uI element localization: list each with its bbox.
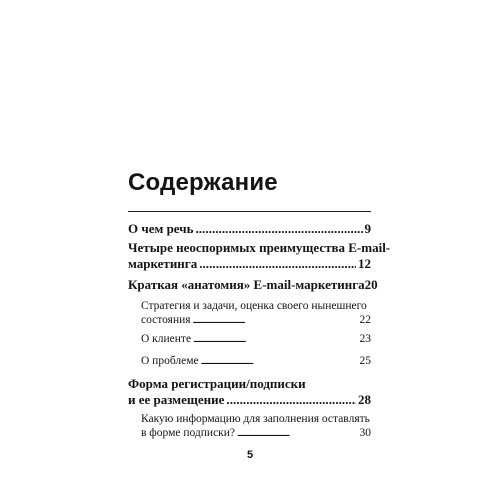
dot-leader (195, 221, 362, 237)
toc-subentry-title: Стратегия и задачи, оценка своего нынешнего (141, 300, 367, 312)
toc-subentry-title-continued: в форме подписки? (141, 427, 236, 439)
toc-subentry-page: 22 (359, 314, 371, 326)
toc-subentry-title: Какую информацию для заполнения оставлять (141, 413, 370, 425)
toc-entry-page: 9 (364, 221, 371, 236)
toc-entry (128, 221, 371, 237)
toc-entry (128, 376, 371, 408)
toc-subentry-page: 23 (359, 333, 371, 345)
toc-entry-title: Форма регистрации/подписки (128, 376, 306, 391)
page-number: 5 (246, 449, 254, 461)
dot-leader (193, 313, 358, 327)
toc-entry-title-continued: и ее размещение (128, 392, 225, 407)
dot-leader (226, 392, 356, 408)
toc-subentry (141, 354, 371, 368)
toc-entry-title: Краткая «анатомия» E-mail-маркетинга (128, 277, 365, 292)
toc-subentry (141, 332, 371, 346)
toc-entry-title-continued: маркетинга (128, 256, 198, 271)
toc-entry (128, 277, 378, 293)
dot-leader (237, 426, 357, 440)
dot-leader (201, 354, 358, 368)
title-rule (128, 211, 371, 212)
page-title: Содержание (128, 169, 278, 196)
toc-entry (128, 240, 391, 272)
toc-subentry-page: 30 (359, 427, 371, 439)
toc-subentry-page: 25 (359, 355, 371, 367)
dot-leader (193, 332, 357, 346)
toc-entry-page: 12 (358, 256, 371, 271)
toc-entry-title: О чем речь (128, 221, 194, 236)
toc-subentry-title: О клиенте (141, 333, 192, 345)
toc-subentry-title: О проблеме (141, 355, 199, 367)
dot-leader (199, 256, 356, 272)
toc-subentry-title-continued: состояния (141, 314, 191, 326)
toc-entry-title: Четыре неоспоримых преимущества E-mail- (128, 240, 391, 255)
toc-subentry (141, 412, 371, 440)
toc-entry-page: 28 (358, 392, 371, 407)
toc-entry-page: 20 (364, 277, 378, 292)
toc-subentry (141, 299, 371, 327)
